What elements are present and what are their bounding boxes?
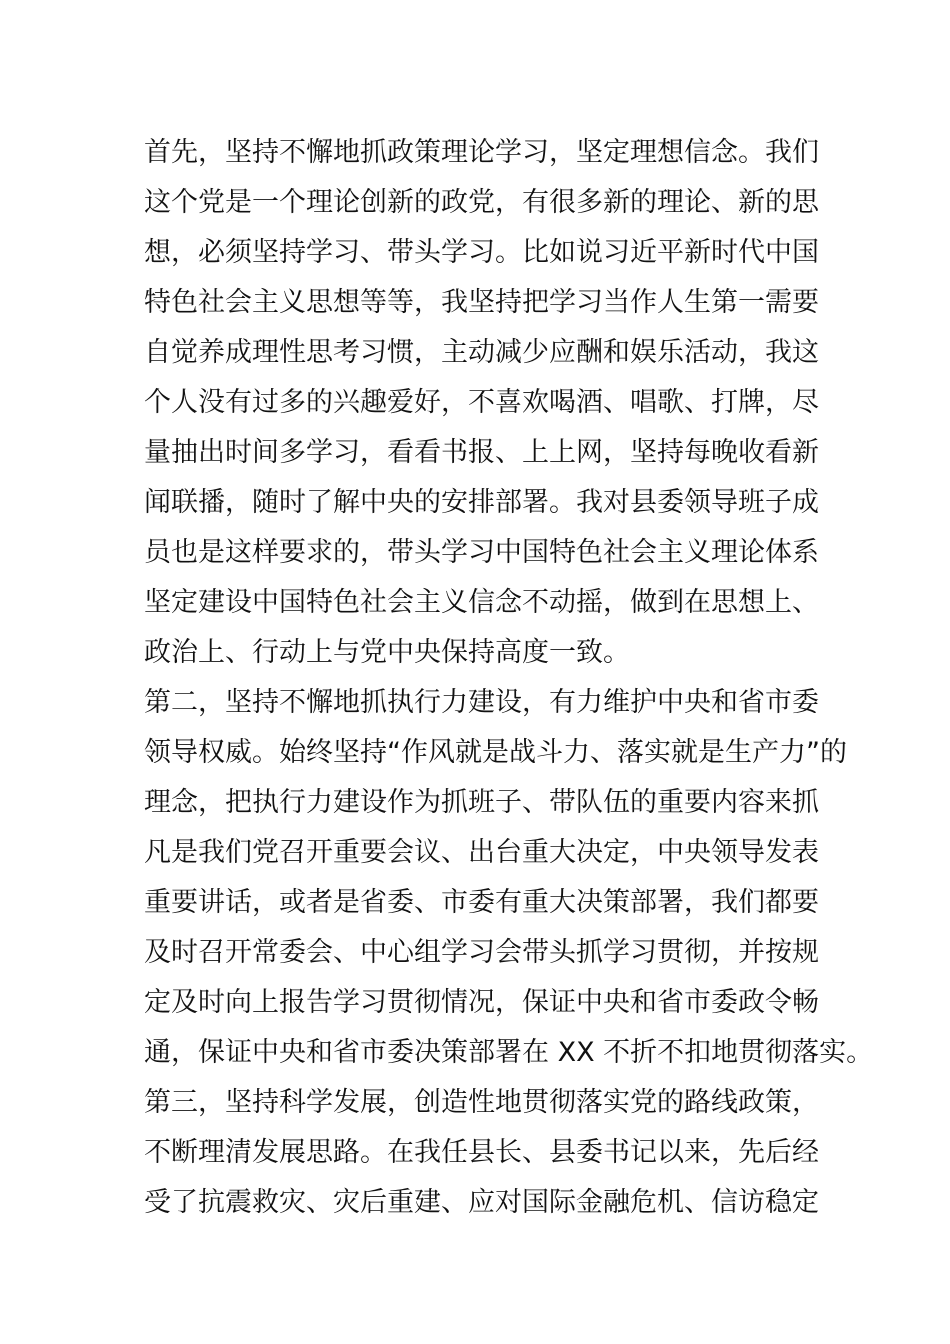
text-line: 定及时向上报告学习贯彻情况，保证中央和省市委政令畅: [144, 987, 819, 1018]
text-line: 自觉养成理性思考习惯，主动减少应酬和娱乐活动，我这: [144, 337, 819, 368]
text-line: 想，必须坚持学习、带头学习。比如说习近平新时代中国: [144, 237, 819, 268]
text-line: 受了抗震救灾、灾后重建、应对国际金融危机、信访稳定: [144, 1187, 819, 1218]
text-line: 政治上、行动上与党中央保持高度一致。: [144, 637, 630, 668]
text-line: 个人没有过多的兴趣爱好，不喜欢喝酒、唱歌、打牌，尽: [144, 387, 819, 418]
text-line: 通，保证中央和省市委决策部署在 XX 不折不扣地贯彻落实。: [144, 1037, 874, 1068]
text-line: 重要讲话，或者是省委、市委有重大决策部署，我们都要: [144, 887, 819, 918]
text-line: 首先，坚持不懈地抓政策理论学习，坚定理想信念。我们: [144, 137, 819, 168]
text-line: 凡是我们党召开重要会议、出台重大决定，中央领导发表: [144, 837, 819, 868]
text-line: 坚定建设中国特色社会主义信念不动摇，做到在思想上、: [144, 587, 819, 618]
text-line: 领导权威。始终坚持“作风就是战斗力、落实就是生产力”的: [144, 737, 847, 768]
text-line: 这个党是一个理论创新的政党，有很多新的理论、新的思: [144, 187, 819, 218]
body-text: [144, 128, 874, 1228]
text-line: 理念，把执行力建设作为抓班子、带队伍的重要内容来抓: [144, 787, 819, 818]
text-line: 不断理清发展思路。在我任县长、县委书记以来，先后经: [144, 1137, 819, 1168]
text-line: 第三，坚持科学发展，创造性地贯彻落实党的路线政策，: [144, 1087, 819, 1118]
text-line: 闻联播，随时了解中央的安排部署。我对县委领导班子成: [144, 487, 819, 518]
text-line: 量抽出时间多学习，看看书报、上上网，坚持每晚收看新: [144, 437, 819, 468]
text-line: 第二，坚持不懈地抓执行力建设，有力维护中央和省市委: [144, 687, 819, 718]
text-line: 特色社会主义思想等等，我坚持把学习当作人生第一需要: [144, 287, 819, 318]
text-line: 及时召开常委会、中心组学习会带头抓学习贯彻，并按规: [144, 937, 819, 968]
text-line: 员也是这样要求的，带头学习中国特色社会主义理论体系: [144, 537, 819, 568]
